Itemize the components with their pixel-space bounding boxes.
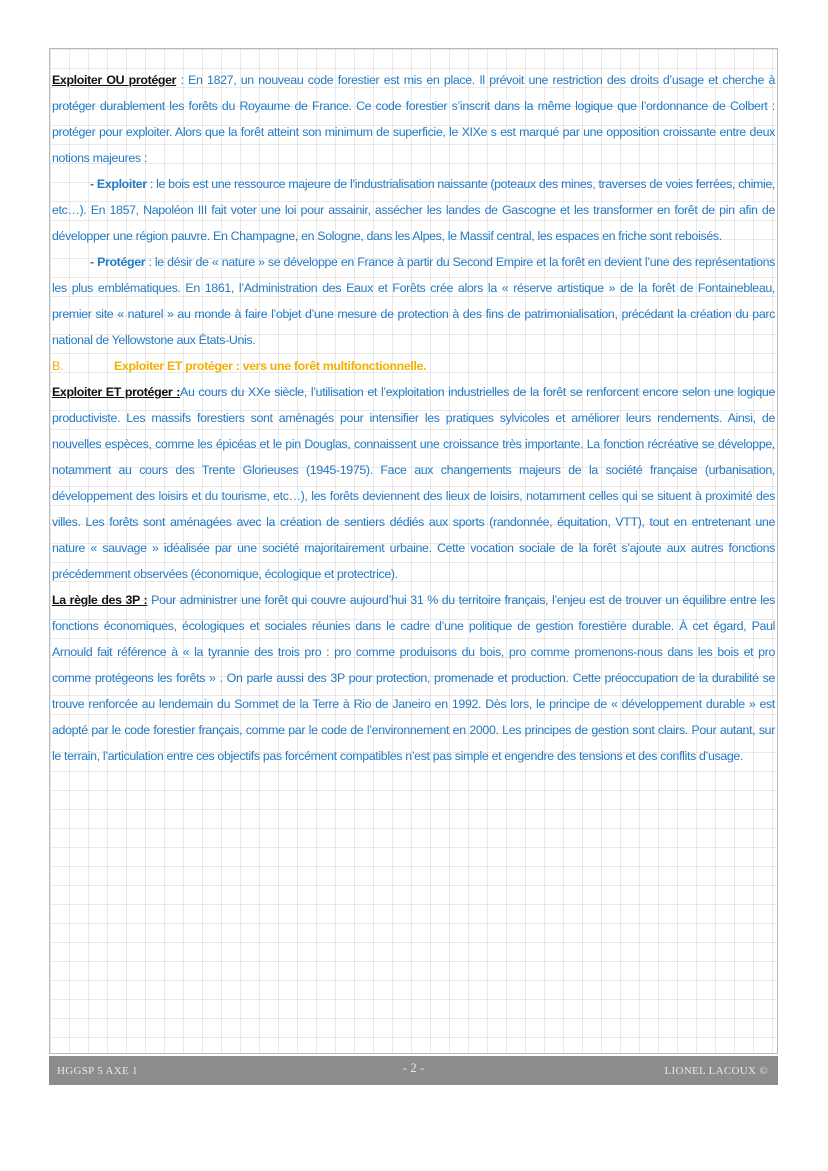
- bullet-text: : le désir de « nature » se développe en France à partir du Second Empire et la forêt en devient l’une des représentations les plus emblématiques. En 1861, l’Administration des Eaux et Forêts crée alors la « réserve artistique » de la forêt de Fontainebleau, premier site « naturel » au monde à faire l’objet d’une mesure de protection à des fins de patrimonialisation, précédant la création du parc national de Yellowstone aux États-Unis.: [52, 255, 776, 347]
- paragraph-regle-3p: [52, 587, 775, 769]
- paragraph-text: : En 1827, un nouveau code forestier est mis en place. Il prévoit une restriction des droits d’usage et cherche à protéger durablement les forêts du Royaume de France. Ce code forestier s’inscrit dans la même logique que l’ordonnance de Colbert : protéger pour exploiter. Alors que la forêt atteint son minimum de superficie, le XIXe s est marqué par une opposition croissante entre deux notions majeures :: [52, 73, 775, 165]
- paragraph-exploiter-ou-proteger: [52, 67, 775, 171]
- bullet-prefix: -: [90, 177, 97, 191]
- lead-exploiter-et-proteger: Exploiter ET protéger :: [52, 385, 181, 399]
- paragraph-text: Pour administrer une forêt qui couvre aujourd’hui 31 % du territoire français, l’enjeu est de trouver un équilibre entre les fonctions économiques, écologiques et sociales réunies dans le cadre d’une politique de gestion forestière durable. À cet égard, Paul Arnould fait référence à « la tyrannie des trois pro : pro comme produisons du bois, pro comme promenons-nous dans les bois et pro comme protégeons les forêts » . On parle aussi des 3P pour protection, promenade et production. Cette préoccupation de la durabilité se trouve renforcée au lendemain du Sommet de la Terre à Rio de Janeiro en 1992. Dès lors, le principe de « développement durable » est adopté par le code forestier français, comme par le code de l’environnement en 2000. Les principes de gestion sont clairs. Pour autant, sur le terrain, l’articulation entre ces objectifs pas forcément compatibles n’est pas simple et engendre des tensions et des conflits d’usage.: [52, 593, 776, 763]
- footer-author: LIONEL LACOUX ©: [664, 1065, 768, 1077]
- footer-page-number: - 2 -: [402, 1060, 425, 1075]
- paragraph-exploiter-et-proteger: [52, 379, 775, 587]
- bullet-text: : le bois est une ressource majeure de l’industrialisation naissante (poteaux des mines, traverses de voies ferrées, chimie, etc…). En 1857, Napoléon III fait voter une loi pour assainir, assécher les landes de Gascogne et les transformer en forêt de pin afin de développer une région pauvre. En Champagne, en Sologne, dans les Alpes, le Massif central, les espaces en friche sont reboisés.: [52, 177, 775, 243]
- page-footer: [49, 1056, 778, 1085]
- paragraph-text: Au cours du XXe siècle, l’utilisation et l’exploitation industrielles de la forêt se renforcent encore selon une logique productiviste. Les massifs forestiers sont aménagés pour intensifier les pratiques sylvicoles et améliorer leurs rendements. Ainsi, de nouvelles espèces, comme les épicéas et le pin Douglas, connaissent une croissance très importante. La fonction récréative se développe, notamment au cours des Trente Glorieuses (1945-1975). Face aux changements majeurs de la société française (urbanisation, développement des loisirs et du tourisme, etc…), les forêts deviennent des lieux de loisirs, notamment celles qui se situent à proximité des villes. Les forêts sont aménagées avec la création de sentiers dédiés aux sports (randonnée, équitation, VTT), tout en entretenant une nature « sauvage » idéalisée par une société majoritairement urbaine. Cette vocation sociale de la forêt s’ajoute aux autres fonctions précédemment observées (économique, écologique et protectrice).: [52, 385, 775, 581]
- bullet-term-proteger: Protéger: [97, 255, 146, 269]
- lead-exploiter-ou-proteger: Exploiter OU protéger: [52, 73, 177, 87]
- section-b-heading: [52, 353, 775, 379]
- bullet-proteger: [52, 249, 775, 353]
- section-title: Exploiter ET protéger : vers une forêt multifonctionnelle.: [114, 359, 427, 373]
- bullet-prefix: -: [90, 255, 98, 269]
- page-content: [50, 67, 777, 769]
- bullet-exploiter: [52, 171, 775, 249]
- footer-course-label: HGGSP 5 AXE 1: [57, 1065, 138, 1077]
- section-number: B.: [52, 359, 64, 373]
- lead-regle-3p: La règle des 3P :: [52, 593, 148, 607]
- page-sheet: [49, 48, 778, 1054]
- bullet-term-exploiter: Exploiter: [96, 177, 147, 191]
